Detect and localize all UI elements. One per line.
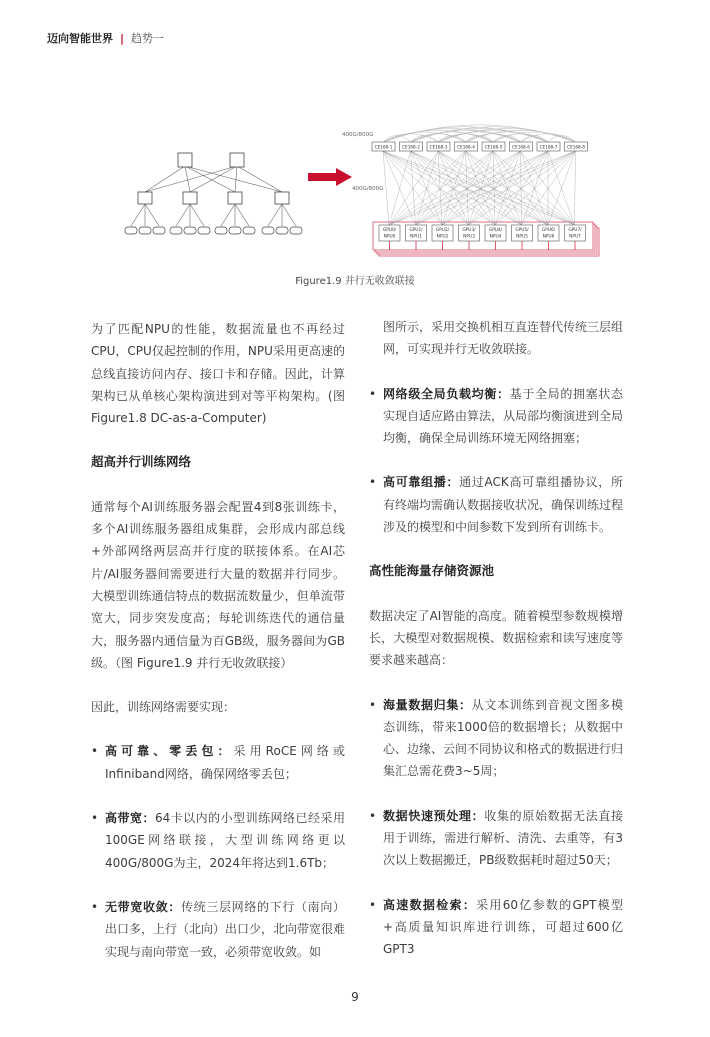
agg-switch-icon (138, 192, 152, 204)
list-item (91, 740, 345, 785)
gpu-label: GPU6/ (541, 228, 556, 233)
npu-label: NPU5 (516, 234, 528, 240)
list-item (91, 896, 345, 963)
diagram-svg (90, 118, 620, 258)
server-icon (229, 227, 241, 234)
paragraph-continuation: 图所示，采用交换机相互直连替代传统三层组网，可实现并行无收敛联接。 (383, 320, 624, 357)
server-icon (290, 227, 302, 234)
npu-label: NPU7 (569, 234, 581, 240)
bullet-title: 高速数据检索： (383, 897, 477, 912)
agg-switch-icon (228, 192, 242, 204)
left-column (91, 318, 345, 963)
core-switch-icon (178, 153, 192, 167)
switch-label: CE168-5 (484, 144, 503, 150)
server-icon (125, 227, 137, 234)
switch-label: CE168-2 (402, 144, 420, 150)
list-item (369, 805, 623, 872)
running-header (47, 30, 164, 46)
server-icon (215, 227, 227, 234)
switch-label: CE168-1 (374, 144, 393, 150)
paragraph-npu: 为了匹配NPU的性能，数据流量也不再经过CPU，CPU仅起控制的作用，NPU采用更高速的总线直接访问内存、接口卡和存储。因此，计算架构已从单核心架构演进到对等平构架构。(图 Figure1.8 DC-as-a-Computer) (91, 322, 345, 426)
gpu-label: GPU0/ (382, 228, 397, 233)
bullet-text: 基于全局的拥塞状态实现自适应路由算法，从局部均衡演进到全局均衡，确保全局训练环境无网络拥塞； (383, 386, 624, 446)
right-column (369, 316, 623, 961)
bullet-title: 数据快速预处理： (383, 808, 485, 823)
npu-label: NPU1 (410, 234, 422, 240)
figure-caption: Figure1.9 并行无收敛联接 (295, 276, 415, 287)
figure-network-diagram (90, 118, 620, 258)
agg-switch-icon (275, 192, 289, 204)
bullet-text: 采用RoCE网络或Infiniband网络，确保网络零丢包； (105, 744, 345, 781)
bullet-title: 海量数据归集： (383, 697, 472, 712)
heading-training-network: 超高并行训练网络 (91, 454, 192, 470)
bullet-title: 网络级全局负载均衡： (383, 386, 510, 401)
three-layer-network (125, 153, 302, 234)
header-brand: 迈向智能世界 (47, 32, 113, 45)
list-item (369, 894, 623, 961)
gpu-label: GPU4/ (488, 228, 503, 233)
list-item (369, 694, 623, 783)
bandwidth-label-mid: 400G/800G (352, 186, 384, 192)
gpu-label: GPU5/ (515, 228, 529, 233)
bullet-text: 收集的原始数据无法直接用于训练，需进行解析、清洗、去重等，有3次以上数据搬迁，PB级数据耗时超过50天； (383, 808, 623, 868)
paragraph-training-servers: 通常每个AI训练服务器会配置4到8张训练卡，多个AI训练服务器组成集群，会形成内部总线+外部网络两层高并行度的联接体系。在AI芯片/AI服务器间需要进行大量的数据并行同步。大模型训练通信特点的数据流数量少，但单流带宽大，同步突发度高；每轮训练迭代的通信量大，服务器内通信量为百GB级，服务器间为GB级。（图 Figure1.9 并行无收敛联接） (91, 499, 345, 670)
server-icon (153, 227, 165, 234)
network-list (369, 383, 623, 539)
list-item (91, 807, 345, 874)
agg-switch-icon (183, 192, 197, 204)
heading-storage-pool: 高性能海量存储资源池 (369, 563, 495, 579)
requirements-list (91, 740, 345, 962)
server-icon (139, 227, 151, 234)
bullet-text: 从文本训练到音视文图多模态训练，带来1000倍的数据增长；从数据中心、边缘、云间不同协议和格式的数据进行归集汇总需花费3~5周； (383, 697, 624, 779)
server-icon (276, 227, 288, 234)
paragraph-requirements: 因此，训练网络需要实现： (91, 700, 236, 715)
arrow-icon (308, 168, 352, 186)
npu-label: NPU2 (436, 234, 449, 240)
bandwidth-label-top: 400G/800G (342, 132, 374, 138)
header-section: 趋势一 (131, 32, 165, 45)
parallel-network (342, 125, 599, 256)
server-icon (262, 227, 274, 234)
server-icon (198, 227, 210, 234)
bullet-text: 传统三层网络的下行（南向）出口多，上行（北向）出口少，北向带宽很难实现与南向带宽一致，必须带宽收敛。如 (105, 899, 346, 959)
switch-label: CE168-3 (429, 144, 448, 150)
bullet-title: 高可靠组播： (383, 475, 460, 490)
gpu-label: GPU1/ (409, 228, 423, 233)
switch-label: CE168-4 (457, 144, 475, 150)
switch-label: CE168-8 (567, 144, 585, 150)
bullet-text: 通过ACK高可靠组播协议，所有终端均需确认数据接收状况，确保训练过程涉及的模型和中间参数下发到所有训练卡。 (383, 475, 624, 535)
switch-label: CE168-6 (512, 144, 530, 150)
list-item (369, 383, 623, 450)
header-separator: | (120, 31, 125, 45)
gpu-label: GPU7/ (568, 228, 582, 233)
core-switch-icon (230, 153, 244, 167)
bullet-title: 高带宽： (105, 811, 155, 826)
page-number: 9 (351, 990, 359, 1004)
gpu-label: GPU3/ (462, 228, 476, 233)
paragraph-data: 数据决定了AI智能的高度。随着模型参数规模增长，大模型对数据规模、数据检索和读写速度等要求越来越高： (369, 608, 623, 668)
bullet-title: 高可靠、零丢包： (105, 744, 234, 759)
bullet-title: 无带宽收敛： (105, 899, 181, 914)
npu-label: NPU6 (542, 234, 555, 240)
bullet-text: 采用60亿参数的GPT模型+高质量知识库进行训练，可超过600亿GPT3 (383, 897, 623, 957)
server-icon (170, 227, 182, 234)
bullet-text: 64卡以内的小型训练网络已经采用100GE网络联接，大型训练网络更以400G/800G为主，2024年将达到1.6Tb； (105, 811, 345, 870)
npu-label: NPU0 (383, 234, 396, 240)
npu-label: NPU3 (463, 234, 475, 240)
storage-list (369, 694, 623, 961)
gpu-label: GPU2/ (435, 228, 450, 233)
server-icon (184, 227, 196, 234)
npu-label: NPU4 (489, 234, 502, 240)
switch-label: CE168-7 (539, 144, 558, 150)
list-item (369, 471, 623, 538)
server-icon (243, 227, 255, 234)
